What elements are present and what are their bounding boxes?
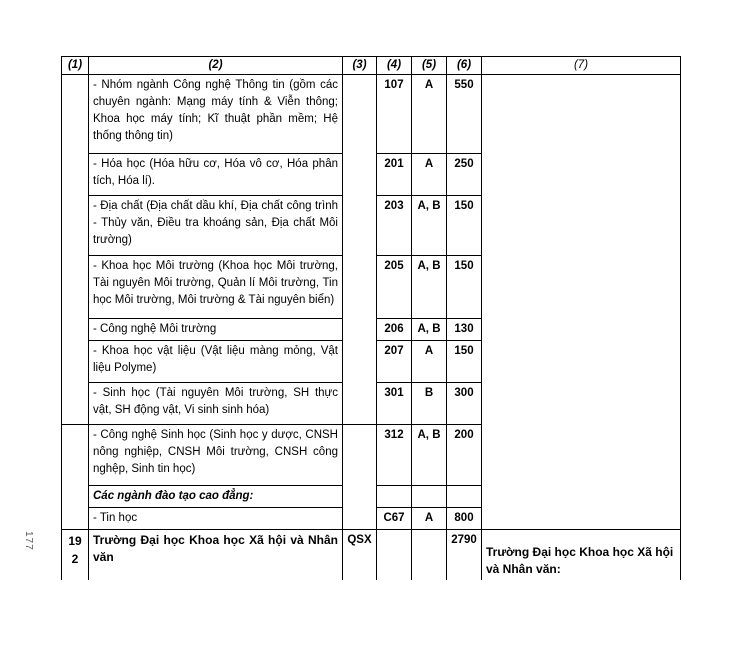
exam-block-cell <box>412 486 447 508</box>
exam-block-cell: A, B <box>412 256 447 319</box>
quota-cell: 2790 <box>447 530 482 581</box>
section-heading-cell: Các ngành đào tạo cao đẳng: <box>89 486 343 508</box>
program-cell: - Khoa học Môi trường (Khoa học Môi trường, Tài nguyên Môi trường, Quản lí Môi trường, Tin học Môi trường, Môi trường & Tài nguyên biển) <box>89 256 343 319</box>
program-cell: - Sinh học (Tài nguyên Môi trường, SH thực vật, SH động vật, Vi sinh sinh hóa) <box>89 383 343 425</box>
major-code-cell: 301 <box>377 383 412 425</box>
table-header-row <box>62 57 681 75</box>
row-index-cell: 192 <box>62 530 89 581</box>
exam-block-cell: A, B <box>412 196 447 256</box>
quota-cell: 300 <box>447 383 482 425</box>
exam-block-cell: A, B <box>412 319 447 341</box>
quota-cell: 150 <box>447 196 482 256</box>
exam-block-cell: A, B <box>412 425 447 486</box>
major-code-cell: 201 <box>377 154 412 196</box>
code-cell: QSX <box>343 530 377 581</box>
page-number: 177 <box>23 531 34 551</box>
program-cell: - Địa chất (Địa chất dầu khí, Địa chất công trình - Thủy văn, Điều tra khoáng sản, Địa chất Môi trường) <box>89 196 343 256</box>
exam-block-cell: A <box>412 154 447 196</box>
major-code-cell: 205 <box>377 256 412 319</box>
quota-cell: 800 <box>447 508 482 530</box>
program-cell: - Công nghệ Sinh học (Sinh học y dược, CNSH nông nghiệp, CNSH Môi trường, CNSH công nghệp, Sinh tin học) <box>89 425 343 486</box>
row-index-cell <box>62 75 89 425</box>
major-code-cell: C67 <box>377 508 412 530</box>
header-cell-3: (3) <box>343 57 377 75</box>
code-cell <box>343 425 377 530</box>
major-code-cell: 107 <box>377 75 412 154</box>
notes-cell <box>482 75 681 530</box>
row-index-cell <box>62 425 89 530</box>
program-cell: - Hóa học (Hóa hữu cơ, Hóa vô cơ, Hóa phân tích, Hóa lí). <box>89 154 343 196</box>
quota-cell: 550 <box>447 75 482 154</box>
exam-block-cell <box>412 530 447 581</box>
major-code-cell <box>377 486 412 508</box>
exam-block-cell: A <box>412 341 447 383</box>
quota-cell <box>447 486 482 508</box>
major-code-cell: 207 <box>377 341 412 383</box>
header-cell-1: (1) <box>62 57 89 75</box>
major-code-cell: 203 <box>377 196 412 256</box>
header-cell-7: (7) <box>482 57 681 75</box>
quota-cell: 150 <box>447 256 482 319</box>
quota-cell: 200 <box>447 425 482 486</box>
quota-cell: 150 <box>447 341 482 383</box>
header-cell-4: (4) <box>377 57 412 75</box>
exam-block-cell: A <box>412 508 447 530</box>
notes-cell: Trường Đại học Khoa học Xã hội và Nhân văn: <box>482 530 681 581</box>
program-cell: - Tin học <box>89 508 343 530</box>
header-cell-5: (5) <box>412 57 447 75</box>
major-code-cell: 312 <box>377 425 412 486</box>
program-cell: - Khoa học vật liệu (Vật liệu màng mỏng, Vật liệu Polyme) <box>89 341 343 383</box>
table-row <box>62 75 681 154</box>
major-code-cell <box>377 530 412 581</box>
quota-cell: 250 <box>447 154 482 196</box>
program-cell: - Nhóm ngành Công nghệ Thông tin (gồm các chuyên ngành: Mạng máy tính & Viễn thông; Khoa học máy tính; Kĩ thuật phần mềm; Hệ thống thông tin) <box>89 75 343 154</box>
university-name-cell: Trường Đại học Khoa học Xã hội và Nhân văn <box>89 530 343 581</box>
table-row <box>62 530 681 581</box>
program-cell: - Công nghệ Môi trường <box>89 319 343 341</box>
admissions-table <box>61 56 681 580</box>
exam-block-cell: A <box>412 75 447 154</box>
major-code-cell: 206 <box>377 319 412 341</box>
exam-block-cell: B <box>412 383 447 425</box>
header-cell-6: (6) <box>447 57 482 75</box>
header-cell-2: (2) <box>89 57 343 75</box>
quota-cell: 130 <box>447 319 482 341</box>
code-cell <box>343 75 377 425</box>
